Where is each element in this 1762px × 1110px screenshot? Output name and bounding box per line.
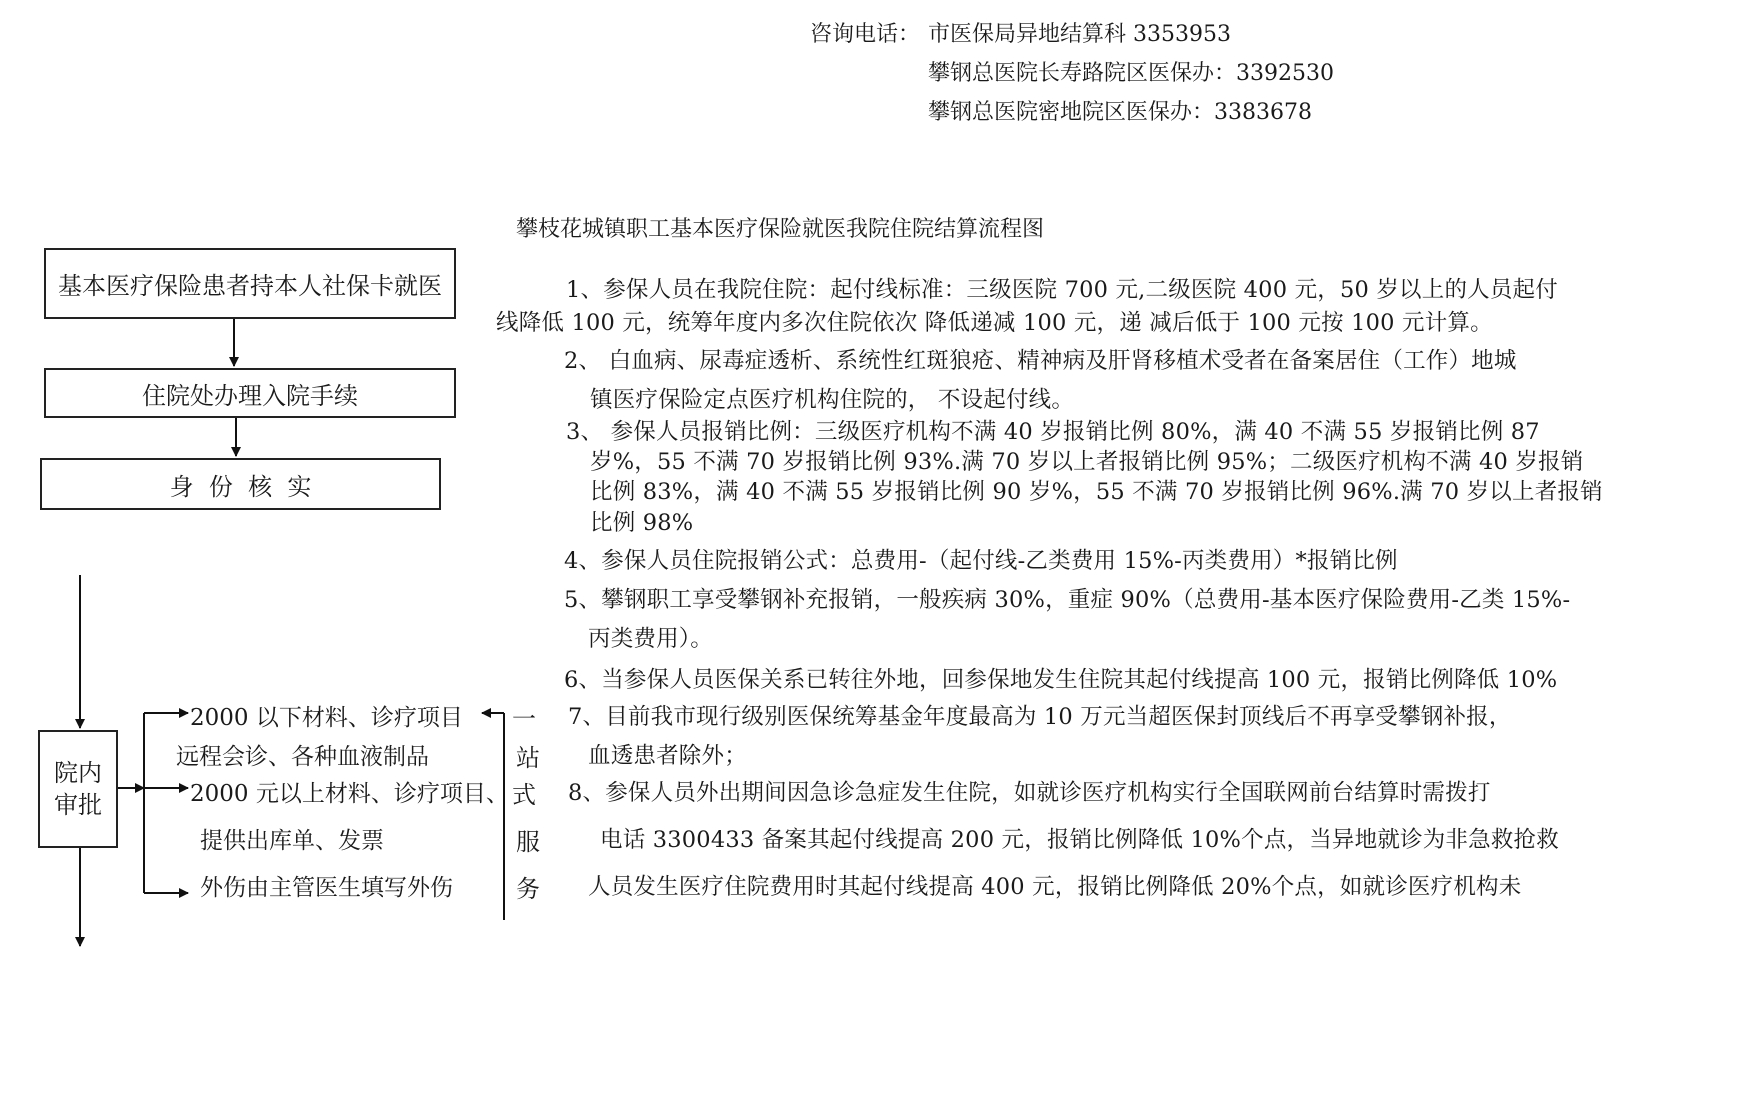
rule-line-14: 血透患者除外；	[588, 743, 747, 769]
page-title: 攀枝花城镇职工基本医疗保险就医我院住院结算流程图	[516, 217, 1045, 242]
flow-step-1-text: 基本医疗保险患者持本人社保卡就医	[58, 272, 442, 300]
rule-line-16: 电话 3300433 备案其起付线提高 200 元，报销比例降低 10%个点，当异地就诊为非急救抢救	[600, 827, 1559, 853]
flow-step-3-box	[40, 458, 441, 510]
flow-step-2-text: 住院处办理入院手续	[142, 381, 358, 410]
rule-line-12: 6、当参保人员医保关系已转往外地，回参保地发生住院其起付线提高 100 元，报销比例降低 10%	[564, 667, 1558, 693]
contact-label: 咨询电话：	[810, 22, 921, 47]
one-stop-char-5: 务	[516, 875, 540, 903]
rule-line-15: 8、参保人员外出期间因急诊急症发生住院，如就诊医疗机构实行全国联网前台结算时需拨打	[568, 780, 1491, 806]
approval-item-2: 远程会诊、各种血液制品	[176, 744, 429, 770]
rule-line-13: 7、目前我市现行级别医保统筹基金年度最高为 10 万元当超医保封顶线后不再享受攀钢补报，	[568, 704, 1512, 730]
contact-line-1: 市医保局异地结算科 3353953	[928, 22, 1231, 47]
one-stop-char-3: 式	[512, 781, 536, 809]
rule-line-5: 3、 参保人员报销比例：三级医疗机构不满 40 岁报销比例 80%，满 40 不满 55 岁报销比例 87	[566, 419, 1540, 445]
approval-item-3: 2000 元以上材料、诊疗项目、	[190, 781, 509, 807]
rule-line-3: 2、 白血病、尿毒症透析、系统性红斑狼疮、精神病及肝肾移植术受者在备案居住（工作）地城	[564, 348, 1517, 374]
rule-line-6: 岁%，55 不满 70 岁报销比例 93%.满 70 岁以上者报销比例 95%；二级医疗机构不满 40 岁报销	[590, 449, 1584, 475]
flow-step-2-box	[44, 368, 456, 418]
one-stop-char-1: 一	[512, 705, 536, 733]
approval-item-4: 提供出库单、发票	[200, 828, 384, 854]
rule-line-2: 线降低 100 元，统筹年度内多次住院依次 降低递减 100 元，递 减后低于 100 元按 100 元计算。	[496, 310, 1493, 336]
approval-item-5: 外伤由主管医生填写外伤	[200, 875, 453, 901]
flow-step-1-box	[44, 248, 456, 319]
contact-line-3: 攀钢总医院密地院区医保办：3383678	[928, 100, 1312, 125]
one-stop-char-4: 服	[516, 828, 540, 856]
rule-line-9: 4、参保人员住院报销公式：总费用-（起付线-乙类费用 15%-丙类费用）*报销比例	[564, 548, 1398, 574]
rule-line-8: 比例 98%	[590, 510, 694, 536]
approval-item-1: 2000 以下材料、诊疗项目	[190, 705, 463, 731]
one-stop-char-2: 站	[516, 744, 540, 772]
rule-line-4: 镇医疗保险定点医疗机构住院的， 不设起付线。	[590, 387, 1075, 413]
rule-line-7: 比例 83%，满 40 不满 55 岁报销比例 90 岁%，55 不满 70 岁报销比例 96%.满 70 岁以上者报销	[590, 479, 1603, 505]
approval-text-1: 院内	[54, 759, 102, 787]
rule-line-17: 人员发生医疗住院费用时其起付线提高 400 元，报销比例降低 20%个点，如就诊医疗机构未	[588, 874, 1522, 900]
rule-line-10: 5、攀钢职工享受攀钢补充报销，一般疾病 30%，重症 90%（总费用-基本医疗保险费用-乙类 15%-	[564, 587, 1571, 613]
approval-box	[38, 730, 118, 848]
contact-line-2: 攀钢总医院长寿路院区医保办：3392530	[928, 61, 1334, 86]
rule-line-11: 丙类费用）。	[588, 626, 713, 652]
flow-step-3-text: 身 份 核 实	[169, 472, 312, 501]
approval-text-2: 审批	[54, 791, 102, 819]
rule-line-1: 1、参保人员在我院住院：起付线标准：三级医院 700 元,二级医院 400 元，50 岁以上的人员起付	[566, 277, 1558, 303]
